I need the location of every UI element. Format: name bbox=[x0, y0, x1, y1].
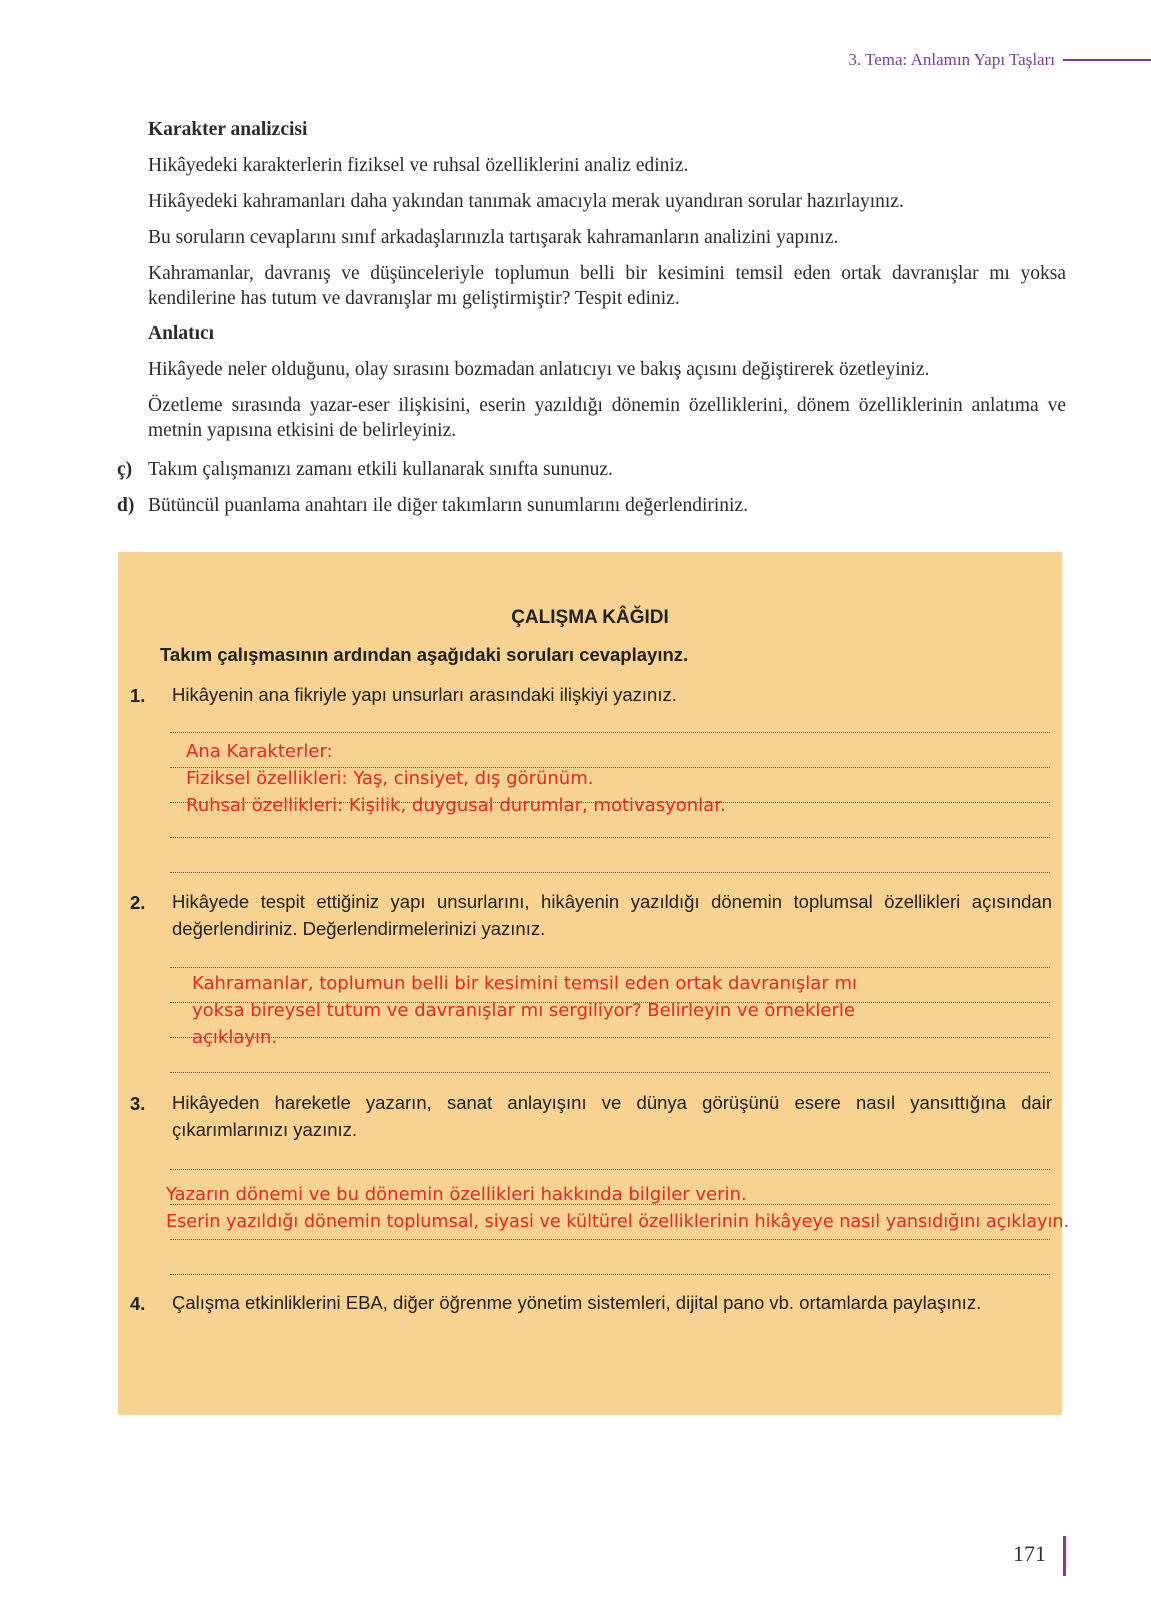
page-number: 171 bbox=[1013, 1541, 1046, 1566]
handwritten-answer: açıklayın. bbox=[192, 1027, 278, 1048]
question-number: 4. bbox=[130, 1293, 146, 1314]
question-number: 1. bbox=[130, 685, 146, 706]
handwritten-answer: Ruhsal özellikleri: Kişilik, duygusal durumlar, motivasyonlar. bbox=[186, 795, 726, 816]
question-text: Çalışma etkinliklerini EBA, diğer öğrenme yönetim sistemleri, dijital pano vb. ortamlarda paylaşınız. bbox=[172, 1292, 982, 1313]
answer-line[interactable] bbox=[170, 967, 1050, 968]
worksheet-title: ÇALIŞMA KÂĞIDI bbox=[511, 607, 669, 628]
paragraph: Kahramanlar, davranış ve düşünceleriyle toplumun belli bir kesimini temsil eden ortak davranışlar mı yoksa kendilerine has tutum ve davranışlar mı geliştirmiştir? Tespit ediniz. bbox=[148, 263, 1066, 309]
paragraph: Hikâyede neler olduğunu, olay sırasını bozmadan anlatıcıyı ve bakış açısını değiştirerek özetleyiniz. bbox=[148, 359, 930, 380]
handwritten-answer: Ana Karakterler: bbox=[186, 741, 333, 762]
answer-line[interactable] bbox=[170, 837, 1050, 838]
worksheet-box bbox=[118, 552, 1070, 1415]
list-item-d: Bütüncül puanlama anahtarı ile diğer takımların sunumlarını değerlendiriniz. bbox=[148, 495, 748, 516]
page-number-bar bbox=[1063, 1536, 1066, 1576]
handwritten-answer: yoksa bireysel tutum ve davranışlar mı sergiliyor? Belirleyin ve örneklerle bbox=[192, 1000, 855, 1021]
answer-line[interactable] bbox=[170, 1037, 1050, 1038]
answer-line[interactable] bbox=[170, 1072, 1050, 1073]
answer-line[interactable] bbox=[170, 1239, 1050, 1240]
running-header bbox=[848, 48, 1151, 72]
list-marker-d: d) bbox=[117, 495, 135, 516]
paragraph: Hikâyedeki kahramanları daha yakından tanımak amacıyla merak uyandıran sorular hazırlayınız. bbox=[148, 191, 904, 212]
worksheet-subtitle: Takım çalışmasının ardından aşağıdaki soruları cevaplayınz. bbox=[160, 644, 689, 665]
heading-karakter: Karakter analizcisi bbox=[148, 119, 308, 140]
handwritten-answer: Fiziksel özellikleri: Yaş, cinsiyet, dış görünüm. bbox=[186, 768, 594, 789]
answer-line[interactable] bbox=[170, 1169, 1050, 1170]
question-text: Hikâyede tespit ettiğiniz yapı unsurlarını, hikâyenin yazıldığı dönemin toplumsal özellikleri açısından değerlendiriniz. Değerlendirmelerinizi yazınız. bbox=[172, 891, 1052, 939]
handwritten-answer: Eserin yazıldığı dönemin toplumsal, siyasi ve kültürel özelliklerinin hikâyeye nasıl yansıdığını açıklayın. bbox=[166, 1212, 1070, 1232]
question-text: Hikâyeden hareketle yazarın, sanat anlayışını ve dünya görüşünü esere nasıl yansıttığına dair çıkarımlarınızı yazınız. bbox=[172, 1092, 1052, 1140]
question-text: Hikâyenin ana fikriyle yapı unsurları arasındaki ilişkiyi yazınız. bbox=[172, 684, 677, 705]
paragraph: Özetleme sırasında yazar-eser ilişkisini, eserin yazıldığı dönemin özelliklerini, dönem özelliklerinin anlatıma ve metnin yapısına etkisini de belirleyiniz. bbox=[148, 395, 1066, 441]
answer-line[interactable] bbox=[170, 872, 1050, 873]
paragraph: Bu soruların cevaplarını sınıf arkadaşlarınızla tartışarak kahramanların analizini yapınız. bbox=[148, 227, 839, 248]
header-title: 3. Tema: Anlamın Yapı Taşları bbox=[848, 50, 1055, 69]
heading-anlatici: Anlatıcı bbox=[148, 323, 215, 344]
handwritten-answer: Yazarın dönemi ve bu dönemin özellikleri hakkında bilgiler verin. bbox=[166, 1184, 747, 1205]
list-item-c: Takım çalışmanızı zamanı etkili kullanarak sınıfta sununuz. bbox=[148, 459, 613, 480]
list-marker-c: ç) bbox=[117, 459, 133, 480]
answer-line[interactable] bbox=[170, 732, 1050, 733]
paragraph: Hikâyedeki karakterlerin fiziksel ve ruhsal özelliklerini analiz ediniz. bbox=[148, 155, 689, 176]
header-rule bbox=[1063, 59, 1151, 61]
question-number: 2. bbox=[130, 892, 146, 913]
answer-line[interactable] bbox=[170, 1274, 1050, 1275]
handwritten-answer: Kahramanlar, toplumun belli bir kesimini temsil eden ortak davranışlar mı bbox=[192, 973, 857, 994]
question-number: 3. bbox=[130, 1093, 146, 1114]
